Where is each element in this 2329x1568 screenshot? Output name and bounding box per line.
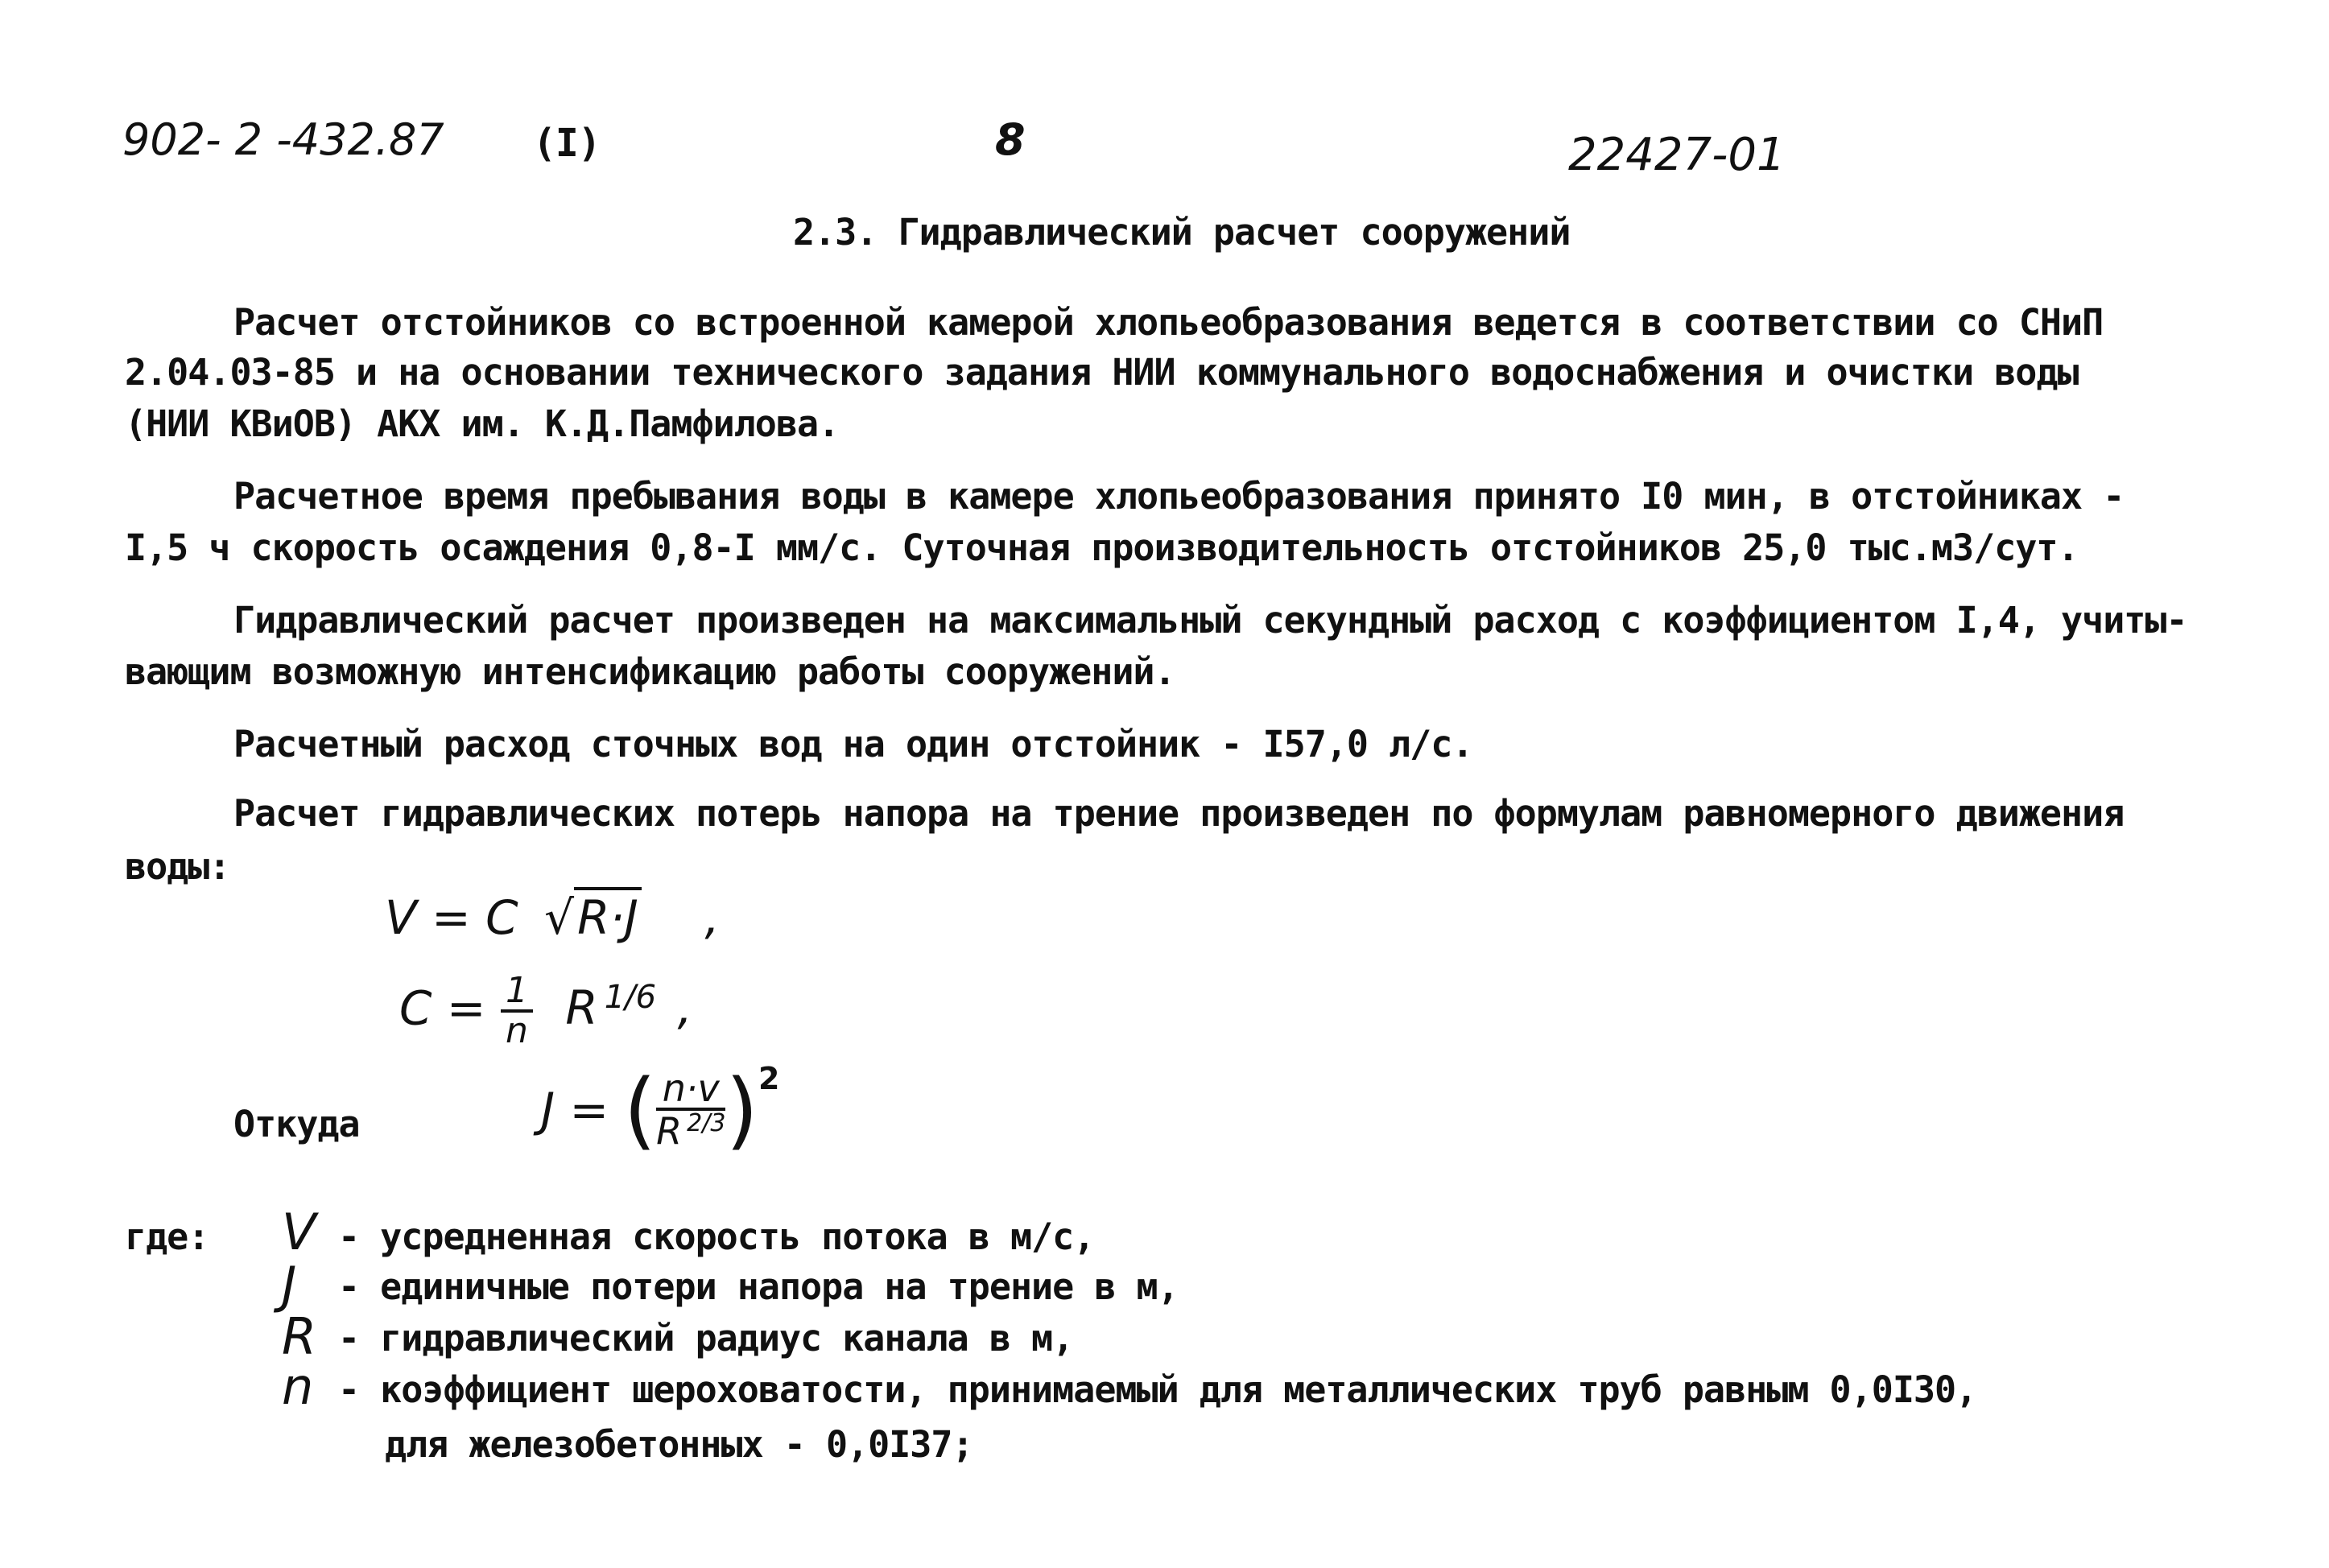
formula-chezy-comma: , [677,980,692,1036]
page-number: 8 [995,114,1026,165]
formula-velocity-radicand: R·J [574,887,642,945]
formula-chezy-exponent: 1/6 [604,978,657,1016]
p5-line-1: Расчет гидравлических потерь напора на трение произведен по формулам равномерного движения [233,792,2125,835]
right-paren: ) [725,1061,758,1159]
formula-head-loss-lhs: J = [541,1083,609,1137]
formula-chezy-numerator: 1 [501,972,533,1013]
symbol-j: J [282,1256,297,1314]
p1-line-3: (НИИ КВиОВ) АКХ им. К.Д.Памфилова. [125,402,840,445]
symbol-r: R [282,1307,317,1366]
formula-head-loss-den-base: R [656,1109,683,1153]
formula-velocity-lhs: V = C [385,890,518,945]
p2-line-1: Расчетное время пребывания воды в камере хлопьеобразования принято I0 мин, в отстойниках - [233,475,2125,518]
formula-head-loss-exponent: 2 [758,1061,780,1096]
p3-line-2: вающим возможную интенсификацию работы сооружений. [125,650,1175,693]
definition-n: - коэффициент шероховатости, принимаемый для металлических труб равным 0,0I30, [338,1368,1977,1411]
album-code: 22427-01 [1568,129,1786,181]
section-title: 2.3. Гидравлический расчет сооружений [793,211,1571,254]
p2-line-2: I,5 ч скорость осаждения 0,8-I мм/с. Суточная производительность отстойников 25,0 тыс.м3/сут. [125,526,2079,569]
part-number: (I) [533,121,601,166]
p1-line-2: 2.04.03-85 и на основании технического задания НИИ коммунального водоснабжения и очистки воды [125,351,2079,394]
p4-line-1: Расчетный расход сточных вод на один отстойник - I57,0 л/с. [233,723,1473,765]
whence-label: Откуда [233,1103,360,1145]
where-label: где: [125,1215,209,1258]
formula-chezy-lhs: C = [399,980,486,1036]
formula-head-loss-denominator [656,1111,725,1151]
left-paren: ( [623,1061,657,1159]
definition-j: - единичные потери напора на трение в м, [338,1265,1179,1308]
formula-chezy-denominator: n [506,1010,528,1052]
definition-r: - гидравлический радиус канала в м, [338,1317,1074,1360]
formula-head-loss [541,1061,779,1159]
formula-chezy [399,972,692,1050]
document-code: 902- 2 -432.87 [122,114,444,165]
formula-head-loss-numerator: n·v [656,1069,725,1111]
formula-head-loss-den-exponent: 2/3 [687,1109,726,1138]
definition-n-continuation: для железобетонных - 0,0I37; [385,1423,973,1466]
formula-chezy-fraction [501,972,533,1050]
formula-velocity [385,890,720,945]
formula-chezy-base: R [565,980,598,1036]
p3-line-1: Гидравлический расчет произведен на максимальный секундный расход с коэффициентом I,4, учиты- [233,599,2187,642]
symbol-n: n [282,1357,314,1416]
symbol-v: V [282,1203,316,1261]
formula-head-loss-fraction [656,1069,725,1151]
formula-velocity-comma: , [704,890,720,945]
p5-line-2: воды: [125,845,230,888]
definition-v: - усредненная скорость потока в м/с, [338,1215,1095,1258]
sqrt-sign: √ [544,890,575,945]
p1-line-1: Расчет отстойников со встроенной камерой хлопьеобразования ведется в соответствии со СНиП [233,301,2104,344]
